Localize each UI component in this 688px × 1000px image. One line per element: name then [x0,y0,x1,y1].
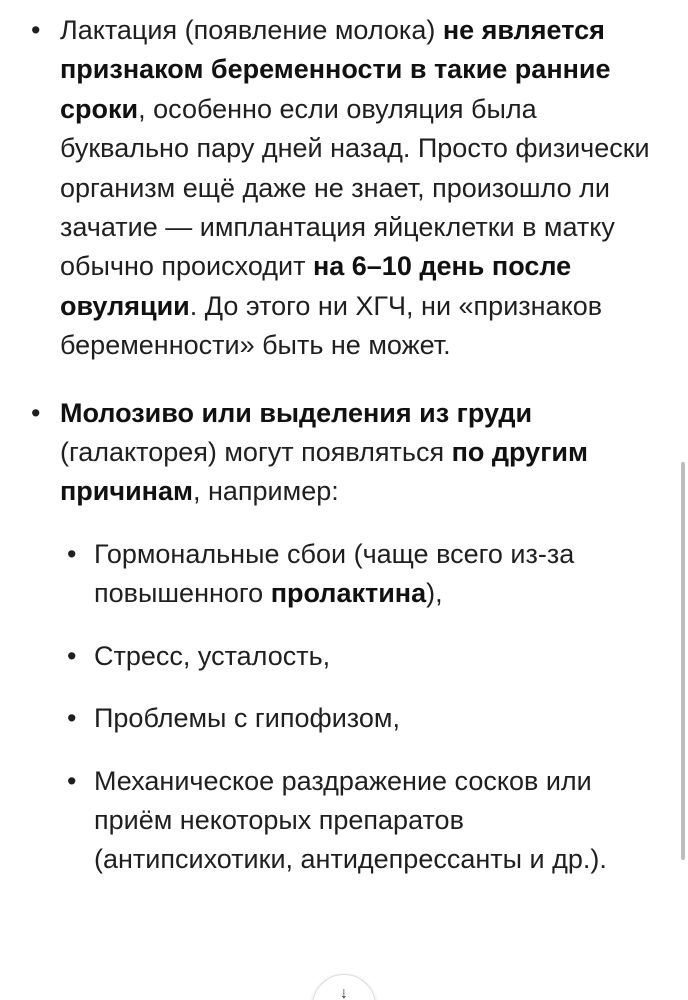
list-item [0,394,688,880]
bullet-marker: • [67,640,77,671]
bullet-marker: • [67,703,77,734]
list-item-text: Молозиво или выделения из груди (галакторея) могут появляться по другим причинам, например: [60,397,589,507]
scroll-to-bottom-button[interactable] [312,974,376,1000]
scrollbar-thumb[interactable] [681,462,685,860]
sub-list-item-text: Механическое раздражение сосков или приём некоторых препаратов (антипсихотики, антидепрессанты и др.). [94,765,607,875]
bullet-marker: • [67,765,77,796]
arrow-down-icon: ↓ [340,985,348,1000]
bullet-marker: • [31,397,41,428]
bullet-marker: • [31,15,41,45]
bullet-list [0,11,688,880]
sub-list-item-text: Гормональные сбои (чаще всего из-за повышенного пролактина), [94,538,575,609]
nested-bullet-list [0,535,658,880]
sub-list-item [0,699,658,738]
sub-list-item [0,535,658,614]
sub-list-item-text: Стресс, усталость, [94,640,331,671]
sub-list-item [0,637,658,676]
list-item-text: Лактация (появление молока) не является признаком беременности в такие ранние сроки, особенно если овуляция была буквально пару дней назад. Просто физически организм ещё даже не знает, произошло ли зачатие — имплантация яйцеклетки в матку обычно происходит на 6–10 день после овуляции. До этого ни ХГЧ, ни «признаков беременности» быть не может. [60,15,650,361]
sub-list-item [0,762,658,880]
list-item [0,11,688,366]
bullet-marker: • [67,538,77,569]
sub-list-item-text: Проблемы с гипофизом, [94,703,400,734]
scrollbar[interactable] [680,0,688,1000]
